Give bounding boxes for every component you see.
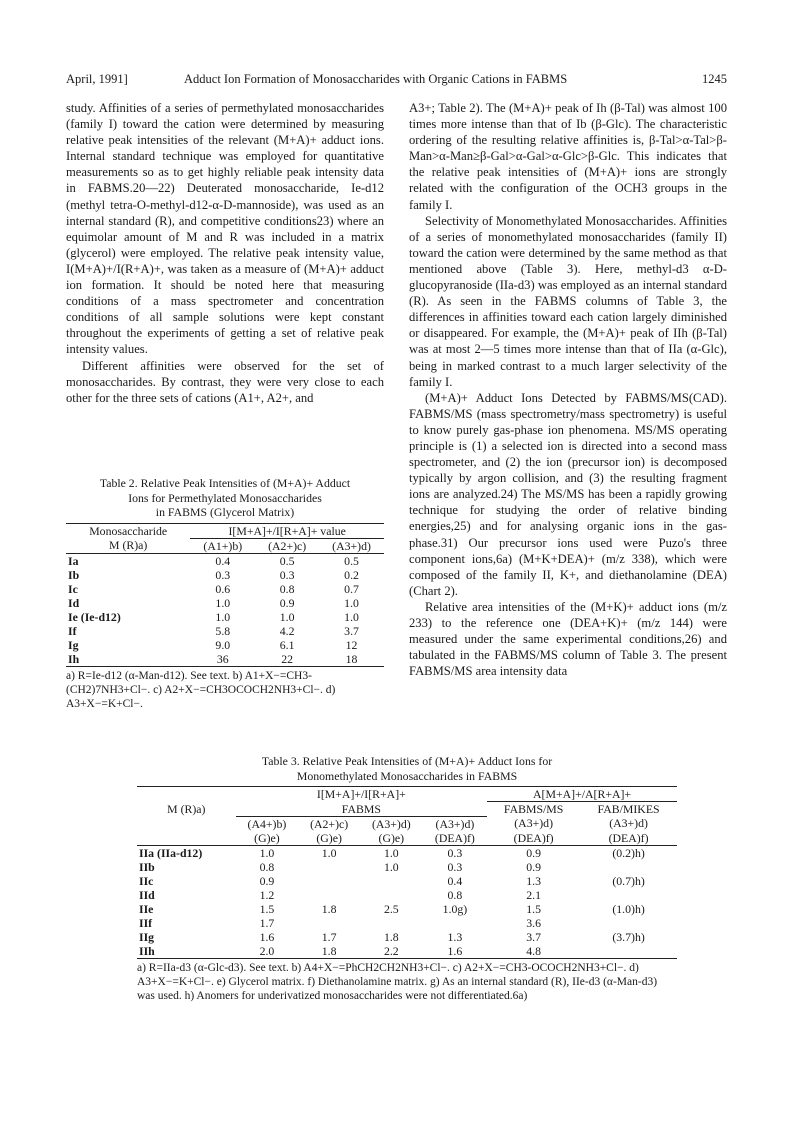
table-row xyxy=(66,624,384,638)
table-row xyxy=(137,874,677,888)
table-2 xyxy=(66,476,384,711)
column-header: M (R)a) xyxy=(66,538,190,553)
paragraph: Selectivity of Monomethylated Monosaccharides. Affinities of a series of monomethylated monosaccharides (family II) toward the cation were determined by the same method as that mentioned above (Table 3). Here, methyl-d3 α-D-glucopyranoside (IIa-d3) was employed as an internal standard (R). As seen in the FABMS columns of Table 3, the differences in affinities toward each cation largely diminished or disappeared. For example, the (M+A)+ peak of IIh (β-Tal) was at most 2—5 times more intense than that of IIa (α-Glc), being in marked contrast to a much larger selectivity of the family I. xyxy=(409,213,727,389)
row-label: IIg xyxy=(139,929,155,944)
table-row xyxy=(66,582,384,596)
table-cell: 3.6 xyxy=(526,915,541,930)
table-cell: 4.2 xyxy=(279,623,295,638)
table-cell: 3.7 xyxy=(526,929,541,944)
table-row xyxy=(137,902,677,916)
table-cell: 1.8 xyxy=(321,901,337,916)
paragraph: Different affinities were observed for the set of monosaccharides. By contrast, they were very close to each other for the three sets of cations (A1+, A2+, and xyxy=(66,358,384,405)
table-caption xyxy=(66,476,384,520)
data-table xyxy=(66,523,384,667)
running-header xyxy=(66,72,727,92)
column-header: (A2+)c) xyxy=(255,538,319,553)
table-cell xyxy=(580,916,677,930)
table-cell: 1.5 xyxy=(259,901,275,916)
table-cell: 0.9 xyxy=(526,845,541,860)
column-header: Monosaccharide xyxy=(66,523,190,538)
data-table xyxy=(137,786,677,959)
table-footnote: a) R=IIa-d3 (α-Glc-d3). See text. b) A4+X−=PhCH2CH2NH3+Cl−. c) A2+X−=CH3-OCOCH2NH3+Cl−. d) A3+X−=K+Cl−. e) Glycerol matrix. f) Diethanolamine matrix. g) As an internal standard (R), IIe-d3 (α-Man-d3) was used. h) Anomers for underivatized monosaccharides were not differentiated.6a) xyxy=(137,961,658,1002)
table-cell: 3.7 xyxy=(344,623,359,638)
table-cell: 1.8 xyxy=(298,944,360,959)
table-cell: 1.0 xyxy=(383,845,399,860)
row-label: IIh xyxy=(137,944,236,959)
row-label: Ig xyxy=(68,637,79,652)
row-label: Ia xyxy=(68,553,79,568)
row-label: IIb xyxy=(139,859,155,874)
table-cell: 1.7 xyxy=(321,929,337,944)
row-label: IIc xyxy=(139,873,154,888)
table-row xyxy=(66,652,384,667)
column-header: (A2+)c) xyxy=(310,816,349,831)
table-cell: (0.2)h) xyxy=(612,845,645,860)
column-header: (DEA)f) xyxy=(487,831,580,846)
table-cell: (1.0)h) xyxy=(612,901,645,916)
table-cell: 9.0 xyxy=(215,637,231,652)
column-header: (A3+)d) xyxy=(514,816,554,831)
table-cell: 0.9 xyxy=(279,595,295,610)
table-cell: 1.0 xyxy=(344,609,359,624)
page-number: 1245 xyxy=(702,72,727,86)
table-row xyxy=(137,845,677,860)
table-cell xyxy=(580,944,677,959)
caption-line: Table 3. Relative Peak Intensities of (M+A)+ Adduct Ions for xyxy=(261,754,553,768)
table-cell: 0.8 xyxy=(447,887,463,902)
paragraph: A3+; Table 2). The (M+A)+ peak of Ih (β-Tal) was almost 100 times more intense than that of Ib (β-Glc). The characteristic ordering of the resulting relative affinities is, β-Tal>α-Tal>β-Man>α-Man≥β-Gal>α-Gal>α-Glc>β-Glc. This indicates that the relative peak intensities of (M+A)+ ions are strongly related with the configuration of the OCH3 groups in the family I. xyxy=(409,101,727,212)
row-label: IIe xyxy=(139,901,154,916)
table-row xyxy=(66,638,384,652)
table-cell: 1.0 xyxy=(259,845,275,860)
table-cell: 1.6 xyxy=(259,929,275,944)
row-label: Ie (Ie-d12) xyxy=(68,609,121,624)
header-date: April, 1991] xyxy=(66,72,128,86)
caption-line: Table 2. Relative Peak Intensities of (M+A)+ Adduct xyxy=(99,476,351,490)
table-cell: 0.4 xyxy=(215,553,231,568)
table-3 xyxy=(137,754,677,1003)
table-cell: 0.9 xyxy=(259,873,275,888)
column-header: (A1+)b) xyxy=(190,538,255,553)
table-cell xyxy=(298,874,360,888)
table-cell: 0.8 xyxy=(279,581,295,596)
column-header: M (R)a) xyxy=(137,787,236,831)
table-cell: 0.8 xyxy=(259,859,275,874)
table-cell xyxy=(298,860,360,874)
table-row xyxy=(66,553,384,568)
paragraph: Relative area intensities of the (M+K)+ adduct ions (m/z 233) to the reference one (DEA+K)+ (m/z 144) were measured under the same experimental conditions,26) and tabulated in the FABMS/MS column of Table 3. The present FABMS/MS area intensity data xyxy=(409,599,727,679)
table-cell: 1.5 xyxy=(526,901,541,916)
table-cell: 2.0 xyxy=(236,944,299,959)
column-header: (A3+)d) xyxy=(435,816,475,831)
table-cell: 0.3 xyxy=(279,567,295,582)
table-cell: 6.1 xyxy=(279,637,295,652)
table-cell: 1.8 xyxy=(383,929,399,944)
table-cell: 1.2 xyxy=(259,887,275,902)
column-header: (A3+)d) xyxy=(371,816,411,831)
table-cell xyxy=(298,916,360,930)
caption-line: Monomethylated Monosaccharides in FABMS xyxy=(296,768,518,783)
table-cell xyxy=(580,888,677,902)
table-cell xyxy=(360,916,423,930)
table-cell: 12 xyxy=(345,637,358,652)
table-cell xyxy=(298,888,360,902)
table-cell: 36 xyxy=(190,652,255,667)
table-cell: 22 xyxy=(255,652,319,667)
row-label: Ih xyxy=(66,652,190,667)
table-cell: 1.7 xyxy=(259,915,275,930)
table-cell: (3.7)h) xyxy=(612,929,645,944)
column-header: I[M+A]+/I[R+A]+ value xyxy=(190,523,384,538)
column-header: FABMS xyxy=(236,802,488,817)
row-label: IId xyxy=(139,887,155,902)
table-cell: 0.3 xyxy=(447,845,463,860)
table-row xyxy=(137,916,677,930)
table-cell: 1.3 xyxy=(526,873,541,888)
table-cell: 1.0 xyxy=(344,595,359,610)
paragraph: (M+A)+ Adduct Ions Detected by FABMS/MS(CAD). FABMS/MS (mass spectrometry/mass spectrometry) is useful to know purely gas-phase ion phenomena. MS/MS operating principle is (1) a selected ion is directed into a second mass spectrometer, and (2) the ion (precursor ion) is decomposed typically by argon collision, and (3) the resulting fragment ions are analyzed.24) The MS/MS has been a rapidly growing technique for studying the order of relative binding energies,25) and for analysing organic ions in the gas-phase.31) Our precursor ions used were Puzo's three component ions,6a) (M+K+DEA)+ (m/z 338), which were composed of the family II, K+, and diethanolamine (DEA) (Chart 2). xyxy=(409,390,727,598)
row-label: IIa (IIa-d12) xyxy=(139,845,203,860)
row-label: If xyxy=(68,623,77,638)
column-header: FABMS/MS xyxy=(503,802,564,816)
column-header: (A3+)d) xyxy=(319,538,384,553)
column-header: (DEA)f) xyxy=(423,831,487,846)
column-header: (A3+)d) xyxy=(609,816,648,831)
table-cell: 18 xyxy=(319,652,384,667)
column-header: FAB/MIKES xyxy=(597,802,660,816)
caption-line: in FABMS (Glycerol Matrix) xyxy=(155,505,295,519)
right-column xyxy=(409,100,727,679)
table-cell: 0.5 xyxy=(344,553,359,568)
table-row xyxy=(66,596,384,610)
row-label: Id xyxy=(68,595,80,610)
paragraph: study. Affinities of a series of permethylated monosaccharides (family I) toward the cation were determined by measuring relative peak intensities of the relevant (M+A)+ adduct ions. Internal standard technique was employed for quantitative measurements so as to get highly reliable peak intensity data in FABMS.20—22) Deuterated monosaccharide, Ie-d12 (methyl tetra-O-methyl-d12-α-D-mannoside), was used as an internal standard (R), and competitive conditions23) where an equimolar amount of M and R was included in a matrix (glycerol) were employed. The relative peak intensity value, I(M+A)+/I(R+A)+, was taken as a measure of (M+A)+ adduct ion formation. It should be noted here that measuring conditions of a mass spectrometer and concentration conditions of all sample solutions were kept constant throughout the experiments of getting a set of relative peak intensity values. xyxy=(66,101,384,357)
table-row xyxy=(137,860,677,874)
table-row xyxy=(137,944,677,959)
table-cell: 0.9 xyxy=(526,859,541,874)
caption-line: Ions for Permethylated Monosaccharides xyxy=(128,490,322,505)
row-label: Ib xyxy=(68,567,80,582)
table-cell: 5.8 xyxy=(215,623,231,638)
table-cell: 0.7 xyxy=(344,581,359,596)
table-caption xyxy=(137,754,677,783)
table-cell: 0.5 xyxy=(279,553,295,568)
table-cell: 0.4 xyxy=(447,873,463,888)
row-label: IIf xyxy=(139,915,153,930)
table-cell: 1.0 xyxy=(383,859,399,874)
table-row xyxy=(66,610,384,624)
table-cell: 2.1 xyxy=(526,887,541,902)
table-row xyxy=(66,568,384,582)
table-row xyxy=(137,888,677,902)
table-cell: 1.0 xyxy=(279,609,295,624)
table-footnote: a) R=Ie-d12 (α-Man-d12). See text. b) A1+X−=CH3-(CH2)7NH3+Cl−. c) A2+X−=CH3OCOCH2NH3+Cl−. d) A3+X−=K+Cl−. xyxy=(66,669,336,710)
table-row xyxy=(137,930,677,944)
table-cell: 1.0g) xyxy=(442,901,468,916)
table-cell: 1.0 xyxy=(215,609,231,624)
table-cell: 0.2 xyxy=(344,567,359,582)
table-cell: 4.8 xyxy=(487,944,580,959)
table-cell: 1.6 xyxy=(423,944,487,959)
table-cell xyxy=(360,888,423,902)
column-header: (A4+)b) xyxy=(247,816,287,831)
column-header: (G)e) xyxy=(298,831,360,846)
table-cell: 1.0 xyxy=(321,845,337,860)
column-header: (G)e) xyxy=(360,831,423,846)
column-header: A[M+A]+/A[R+A]+ xyxy=(487,787,677,802)
column-header: (G)e) xyxy=(236,831,299,846)
table-cell: 1.0 xyxy=(215,595,231,610)
left-column xyxy=(66,100,384,406)
table-cell: 0.6 xyxy=(215,581,231,596)
column-header: (DEA)f) xyxy=(580,831,677,846)
table-cell: 1.3 xyxy=(447,929,463,944)
table-cell: 0.3 xyxy=(447,859,463,874)
column-header: I[M+A]+/I[R+A]+ xyxy=(236,787,488,802)
table-cell: (0.7)h) xyxy=(612,873,645,888)
row-label: Ic xyxy=(68,581,78,596)
table-cell xyxy=(423,916,487,930)
table-cell xyxy=(360,874,423,888)
table-cell: 0.3 xyxy=(215,567,231,582)
table-cell xyxy=(580,860,677,874)
table-cell: 2.2 xyxy=(360,944,423,959)
header-title: Adduct Ion Formation of Monosaccharides with Organic Cations in FABMS xyxy=(184,72,568,86)
table-cell: 2.5 xyxy=(383,901,399,916)
